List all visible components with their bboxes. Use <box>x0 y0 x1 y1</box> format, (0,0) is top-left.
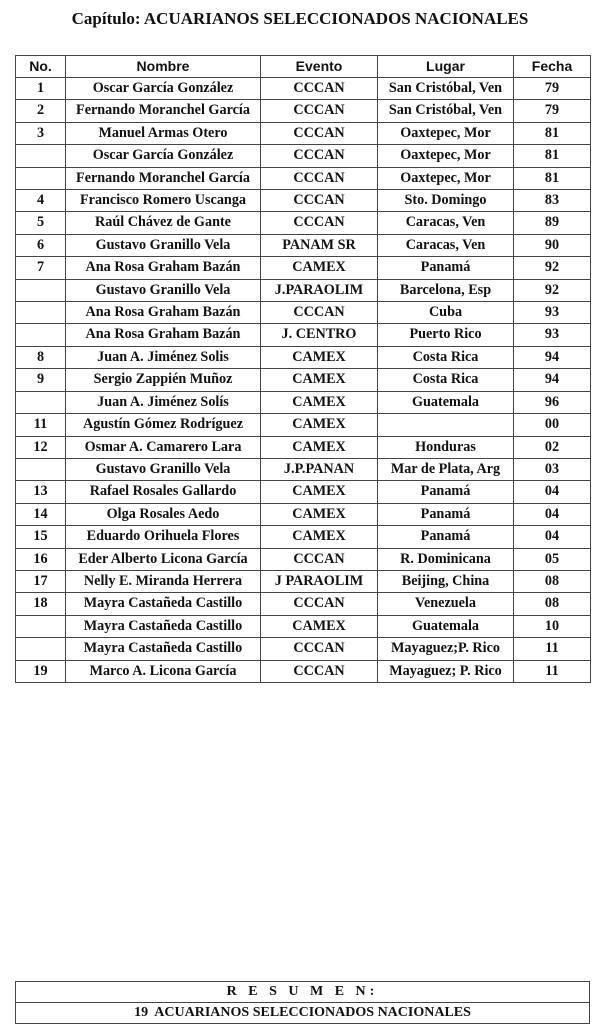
cell-nombre: Juan A. Jiménez Solis <box>66 346 261 368</box>
cell-nombre: Eduardo Orihuela Flores <box>66 526 261 548</box>
table-row <box>16 145 591 167</box>
cell-evento: CAMEX <box>261 257 378 279</box>
cell-lugar: Panamá <box>378 257 514 279</box>
cell-nombre: Olga Rosales Aedo <box>66 503 261 525</box>
table-row <box>16 279 591 301</box>
cell-no: 14 <box>16 503 66 525</box>
table-row <box>16 593 591 615</box>
cell-no <box>16 458 66 480</box>
cell-evento: CAMEX <box>261 526 378 548</box>
cell-lugar: Panamá <box>378 526 514 548</box>
cell-lugar: Caracas, Ven <box>378 234 514 256</box>
table-row <box>16 369 591 391</box>
table-row <box>16 414 591 436</box>
cell-nombre: Eder Alberto Licona García <box>66 548 261 570</box>
cell-nombre: Agustín Gómez Rodríguez <box>66 414 261 436</box>
table-row <box>16 122 591 144</box>
cell-nombre: Ana Rosa Graham Bazán <box>66 257 261 279</box>
cell-nombre: Ana Rosa Graham Bazán <box>66 302 261 324</box>
cell-evento: CCCAN <box>261 638 378 660</box>
cell-lugar: Oaxtepec, Mor <box>378 167 514 189</box>
table-row <box>16 391 591 413</box>
cell-fecha: 81 <box>514 122 591 144</box>
cell-evento: CAMEX <box>261 391 378 413</box>
cell-evento: CCCAN <box>261 100 378 122</box>
cell-evento: CAMEX <box>261 414 378 436</box>
cell-fecha: 79 <box>514 100 591 122</box>
cell-no <box>16 638 66 660</box>
cell-evento: CAMEX <box>261 503 378 525</box>
cell-lugar: Venezuela <box>378 593 514 615</box>
cell-fecha: 10 <box>514 615 591 637</box>
cell-evento: CCCAN <box>261 190 378 212</box>
cell-nombre: Gustavo Granillo Vela <box>66 458 261 480</box>
cell-no: 3 <box>16 122 66 144</box>
cell-no: 19 <box>16 660 66 682</box>
cell-lugar: Puerto Rico <box>378 324 514 346</box>
column-header-evento: Evento <box>261 56 378 78</box>
cell-no: 11 <box>16 414 66 436</box>
cell-lugar: Panamá <box>378 503 514 525</box>
cell-nombre: Fernando Moranchel García <box>66 100 261 122</box>
cell-evento: CAMEX <box>261 369 378 391</box>
cell-evento: CCCAN <box>261 548 378 570</box>
cell-fecha: 93 <box>514 302 591 324</box>
table-row <box>16 167 591 189</box>
cell-no <box>16 391 66 413</box>
cell-no: 8 <box>16 346 66 368</box>
cell-no <box>16 302 66 324</box>
cell-fecha: 00 <box>514 414 591 436</box>
cell-evento: J. CENTRO <box>261 324 378 346</box>
cell-nombre: Fernando Moranchel García <box>66 167 261 189</box>
cell-no <box>16 167 66 189</box>
cell-nombre: Gustavo Granillo Vela <box>66 279 261 301</box>
cell-fecha: 11 <box>514 638 591 660</box>
table-row <box>16 615 591 637</box>
cell-fecha: 83 <box>514 190 591 212</box>
cell-lugar: Oaxtepec, Mor <box>378 122 514 144</box>
cell-nombre: Oscar García González <box>66 145 261 167</box>
table-row <box>16 324 591 346</box>
cell-lugar: Sto. Domingo <box>378 190 514 212</box>
cell-nombre: Juan A. Jiménez Solís <box>66 391 261 413</box>
table-row <box>16 660 591 682</box>
cell-lugar: Mayaguez; P. Rico <box>378 660 514 682</box>
cell-fecha: 04 <box>514 503 591 525</box>
cell-nombre: Raúl Chávez de Gante <box>66 212 261 234</box>
cell-lugar: Honduras <box>378 436 514 458</box>
cell-evento: CCCAN <box>261 660 378 682</box>
cell-evento: CAMEX <box>261 346 378 368</box>
cell-no: 9 <box>16 369 66 391</box>
cell-fecha: 89 <box>514 212 591 234</box>
cell-evento: CAMEX <box>261 481 378 503</box>
table-row <box>16 190 591 212</box>
cell-nombre: Ana Rosa Graham Bazán <box>66 324 261 346</box>
cell-evento: J PARAOLIM <box>261 570 378 592</box>
column-header-nombre: Nombre <box>66 56 261 78</box>
cell-no <box>16 279 66 301</box>
cell-lugar: R. Dominicana <box>378 548 514 570</box>
table-row <box>16 346 591 368</box>
cell-fecha: 81 <box>514 167 591 189</box>
cell-lugar: Guatemala <box>378 615 514 637</box>
cell-fecha: 05 <box>514 548 591 570</box>
cell-lugar: Panamá <box>378 481 514 503</box>
cell-no <box>16 615 66 637</box>
cell-fecha: 93 <box>514 324 591 346</box>
cell-lugar: San Cristóbal, Ven <box>378 100 514 122</box>
cell-lugar <box>378 414 514 436</box>
cell-lugar: Mar de Plata, Arg <box>378 458 514 480</box>
cell-no: 16 <box>16 548 66 570</box>
cell-no: 13 <box>16 481 66 503</box>
cell-no: 15 <box>16 526 66 548</box>
table-row <box>16 257 591 279</box>
table-row <box>16 302 591 324</box>
cell-nombre: Mayra Castañeda Castillo <box>66 638 261 660</box>
table-row <box>16 212 591 234</box>
table-row <box>16 503 591 525</box>
cell-evento: J.PARAOLIM <box>261 279 378 301</box>
cell-fecha: 03 <box>514 458 591 480</box>
cell-lugar: Beijing, China <box>378 570 514 592</box>
cell-no: 2 <box>16 100 66 122</box>
cell-fecha: 08 <box>514 593 591 615</box>
column-header-no: No. <box>16 56 66 78</box>
cell-nombre: Rafael Rosales Gallardo <box>66 481 261 503</box>
cell-fecha: 02 <box>514 436 591 458</box>
cell-no: 12 <box>16 436 66 458</box>
cell-lugar: Barcelona, Esp <box>378 279 514 301</box>
cell-evento: CAMEX <box>261 615 378 637</box>
cell-no: 17 <box>16 570 66 592</box>
cell-fecha: 79 <box>514 78 591 100</box>
cell-evento: CCCAN <box>261 145 378 167</box>
cell-evento: CCCAN <box>261 167 378 189</box>
cell-fecha: 08 <box>514 570 591 592</box>
table-row <box>16 78 591 100</box>
cell-no <box>16 324 66 346</box>
table-row <box>16 100 591 122</box>
cell-no: 7 <box>16 257 66 279</box>
cell-lugar: Mayaguez;P. Rico <box>378 638 514 660</box>
cell-nombre: Sergio Zappién Muñoz <box>66 369 261 391</box>
cell-evento: J.P.PANAN <box>261 458 378 480</box>
table-row <box>16 234 591 256</box>
cell-nombre: Mayra Castañeda Castillo <box>66 593 261 615</box>
table-header-row <box>16 56 591 78</box>
cell-fecha: 90 <box>514 234 591 256</box>
table-row <box>16 458 591 480</box>
cell-evento: CCCAN <box>261 302 378 324</box>
cell-fecha: 94 <box>514 346 591 368</box>
cell-nombre: Oscar García González <box>66 78 261 100</box>
cell-fecha: 92 <box>514 279 591 301</box>
table-row <box>16 548 591 570</box>
cell-nombre: Manuel Armas Otero <box>66 122 261 144</box>
cell-no <box>16 145 66 167</box>
cell-no: 4 <box>16 190 66 212</box>
cell-fecha: 81 <box>514 145 591 167</box>
cell-nombre: Osmar A. Camarero Lara <box>66 436 261 458</box>
cell-nombre: Marco A. Licona García <box>66 660 261 682</box>
page-title: Capítulo: ACUARIANOS SELECCIONADOS NACIONALES <box>71 9 529 28</box>
table-row <box>16 436 591 458</box>
cell-lugar: Costa Rica <box>378 369 514 391</box>
cell-evento: CAMEX <box>261 436 378 458</box>
cell-no: 18 <box>16 593 66 615</box>
summary-heading: R E S U M E N: <box>16 982 590 1003</box>
cell-fecha: 11 <box>514 660 591 682</box>
cell-fecha: 04 <box>514 481 591 503</box>
cell-fecha: 94 <box>514 369 591 391</box>
table-row <box>16 638 591 660</box>
column-header-lugar: Lugar <box>378 56 514 78</box>
cell-lugar: Cuba <box>378 302 514 324</box>
cell-nombre: Nelly E. Miranda Herrera <box>66 570 261 592</box>
summary-text: 19 ACUARIANOS SELECCIONADOS NACIONALES <box>16 1003 590 1024</box>
cell-lugar: San Cristóbal, Ven <box>378 78 514 100</box>
cell-nombre: Mayra Castañeda Castillo <box>66 615 261 637</box>
cell-no: 6 <box>16 234 66 256</box>
cell-nombre: Gustavo Granillo Vela <box>66 234 261 256</box>
column-header-fecha: Fecha <box>514 56 591 78</box>
cell-no: 5 <box>16 212 66 234</box>
cell-fecha: 96 <box>514 391 591 413</box>
cell-fecha: 92 <box>514 257 591 279</box>
cell-lugar: Costa Rica <box>378 346 514 368</box>
cell-evento: CCCAN <box>261 78 378 100</box>
summary-box <box>15 981 590 1024</box>
cell-evento: CCCAN <box>261 593 378 615</box>
cell-lugar: Caracas, Ven <box>378 212 514 234</box>
table-row <box>16 526 591 548</box>
cell-nombre: Francisco Romero Uscanga <box>66 190 261 212</box>
cell-evento: CCCAN <box>261 122 378 144</box>
cell-no: 1 <box>16 78 66 100</box>
cell-lugar: Oaxtepec, Mor <box>378 145 514 167</box>
table-row <box>16 481 591 503</box>
cell-fecha: 04 <box>514 526 591 548</box>
selected-athletes-table <box>15 55 591 683</box>
table-row <box>16 570 591 592</box>
cell-evento: CCCAN <box>261 212 378 234</box>
cell-evento: PANAM SR <box>261 234 378 256</box>
cell-lugar: Guatemala <box>378 391 514 413</box>
